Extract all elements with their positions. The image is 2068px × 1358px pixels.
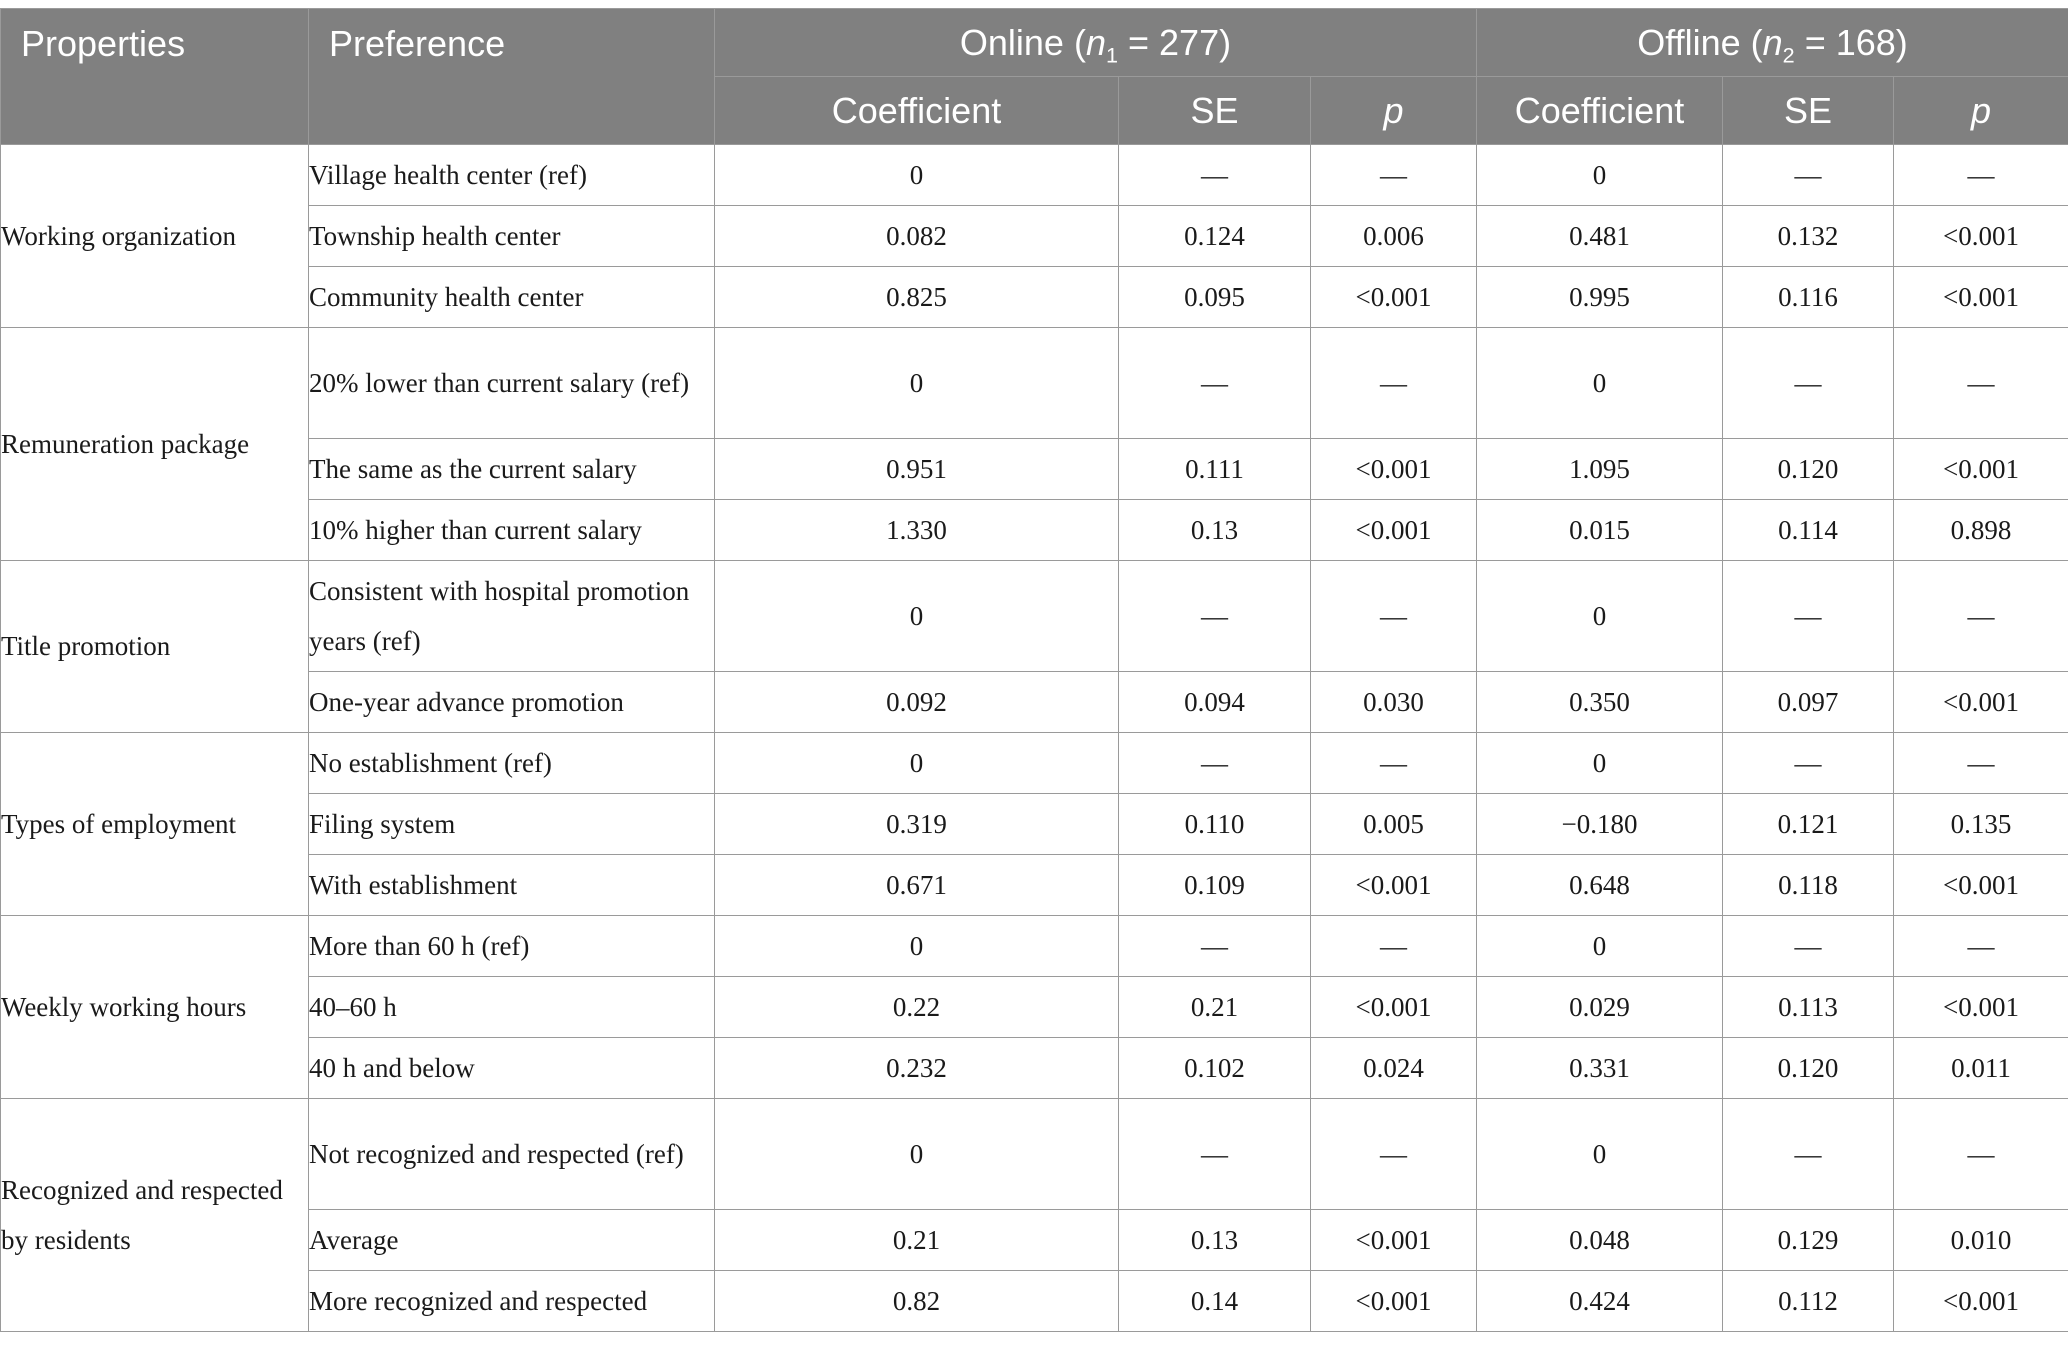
online-se-cell: 0.102 [1119, 1038, 1311, 1099]
header-online-n: n [1085, 21, 1106, 63]
header-offline-coefficient: Coefficient [1477, 77, 1723, 145]
online-coefficient-cell: 1.330 [715, 500, 1119, 561]
preference-cell: Average [309, 1210, 715, 1271]
online-se-cell: — [1119, 1099, 1311, 1210]
offline-p-cell: 0.010 [1894, 1210, 2068, 1271]
online-se-cell: — [1119, 916, 1311, 977]
online-se-cell: — [1119, 328, 1311, 439]
online-se-cell: 0.111 [1119, 439, 1311, 500]
header-properties: Properties [1, 9, 309, 145]
preference-cell: Township health center [309, 206, 715, 267]
online-se-cell: 0.110 [1119, 794, 1311, 855]
table-row [1, 328, 2068, 439]
online-se-cell: 0.14 [1119, 1271, 1311, 1332]
table-row [1, 916, 2068, 977]
offline-coefficient-cell: 0.995 [1477, 267, 1723, 328]
online-se-cell: 0.109 [1119, 855, 1311, 916]
online-se-cell: 0.13 [1119, 500, 1311, 561]
online-coefficient-cell: 0.232 [715, 1038, 1119, 1099]
offline-p-cell: 0.898 [1894, 500, 2068, 561]
property-cell: Types of employment [1, 733, 309, 916]
header-online-p [1311, 77, 1477, 145]
online-coefficient-cell: 0 [715, 145, 1119, 206]
offline-p-cell: <0.001 [1894, 855, 2068, 916]
offline-coefficient-cell: 0.015 [1477, 500, 1723, 561]
header-preference: Preference [309, 9, 715, 145]
offline-coefficient-cell: 0 [1477, 328, 1723, 439]
online-se-cell: 0.095 [1119, 267, 1311, 328]
preference-cell: More than 60 h (ref) [309, 916, 715, 977]
online-coefficient-cell: 0.082 [715, 206, 1119, 267]
offline-p-cell: 0.011 [1894, 1038, 2068, 1099]
preference-cell: Filing system [309, 794, 715, 855]
table-row [1, 672, 2068, 733]
offline-p-cell: <0.001 [1894, 1271, 2068, 1332]
offline-coefficient-cell: 0.048 [1477, 1210, 1723, 1271]
offline-se-cell: 0.132 [1723, 206, 1894, 267]
offline-p-cell: — [1894, 1099, 2068, 1210]
table-row [1, 794, 2068, 855]
online-coefficient-cell: 0 [715, 733, 1119, 794]
online-p-cell: — [1311, 1099, 1477, 1210]
offline-se-cell: — [1723, 561, 1894, 672]
header-online [715, 9, 1477, 77]
header-offline [1477, 9, 2068, 77]
offline-coefficient-cell: 0 [1477, 733, 1723, 794]
table-header [1, 9, 2068, 145]
online-coefficient-cell: 0.825 [715, 267, 1119, 328]
online-p-cell: <0.001 [1311, 977, 1477, 1038]
preference-cell: Not recognized and respected (ref) [309, 1099, 715, 1210]
table-row [1, 145, 2068, 206]
offline-coefficient-cell: 0 [1477, 916, 1723, 977]
offline-se-cell: 0.120 [1723, 1038, 1894, 1099]
header-offline-p [1894, 77, 2068, 145]
online-p-cell: 0.006 [1311, 206, 1477, 267]
offline-se-cell: 0.121 [1723, 794, 1894, 855]
table-row [1, 1038, 2068, 1099]
online-se-cell: 0.124 [1119, 206, 1311, 267]
offline-se-cell: — [1723, 916, 1894, 977]
header-offline-prefix: Offline ( [1637, 21, 1763, 63]
offline-coefficient-cell: 0.029 [1477, 977, 1723, 1038]
preference-cell: No establishment (ref) [309, 733, 715, 794]
online-p-cell: <0.001 [1311, 855, 1477, 916]
offline-p-cell: — [1894, 561, 2068, 672]
offline-se-cell: 0.113 [1723, 977, 1894, 1038]
online-se-cell: 0.21 [1119, 977, 1311, 1038]
online-se-cell: — [1119, 733, 1311, 794]
online-coefficient-cell: 0.82 [715, 1271, 1119, 1332]
preference-cell: One-year advance promotion [309, 672, 715, 733]
online-p-cell: — [1311, 145, 1477, 206]
preference-cell: With establishment [309, 855, 715, 916]
online-p-cell: — [1311, 916, 1477, 977]
preference-cell: 20% lower than current salary (ref) [309, 328, 715, 439]
online-coefficient-cell: 0.092 [715, 672, 1119, 733]
header-offline-se: SE [1723, 77, 1894, 145]
offline-se-cell: — [1723, 145, 1894, 206]
preference-cell: Community health center [309, 267, 715, 328]
offline-p-cell: <0.001 [1894, 977, 2068, 1038]
header-online-coefficient: Coefficient [715, 77, 1119, 145]
property-cell: Weekly working hours [1, 916, 309, 1099]
table-row [1, 1271, 2068, 1332]
offline-coefficient-cell: 0 [1477, 561, 1723, 672]
results-table [0, 8, 2068, 1332]
offline-p-cell: — [1894, 328, 2068, 439]
table-row [1, 439, 2068, 500]
offline-se-cell: — [1723, 328, 1894, 439]
table-row [1, 267, 2068, 328]
offline-coefficient-cell: 1.095 [1477, 439, 1723, 500]
online-p-cell: — [1311, 733, 1477, 794]
online-p-cell: <0.001 [1311, 439, 1477, 500]
online-coefficient-cell: 0.22 [715, 977, 1119, 1038]
online-p-cell: 0.030 [1311, 672, 1477, 733]
online-coefficient-cell: 0.319 [715, 794, 1119, 855]
offline-coefficient-cell: 0.481 [1477, 206, 1723, 267]
header-offline-suffix: = 168) [1794, 21, 1908, 63]
table-row [1, 500, 2068, 561]
online-se-cell: — [1119, 561, 1311, 672]
offline-se-cell: 0.112 [1723, 1271, 1894, 1332]
online-coefficient-cell: 0 [715, 916, 1119, 977]
online-se-cell: 0.13 [1119, 1210, 1311, 1271]
table-row [1, 855, 2068, 916]
offline-p-cell: <0.001 [1894, 206, 2068, 267]
offline-coefficient-cell: 0.424 [1477, 1271, 1723, 1332]
preference-cell: Village health center (ref) [309, 145, 715, 206]
online-se-cell: 0.094 [1119, 672, 1311, 733]
preference-cell: 40 h and below [309, 1038, 715, 1099]
offline-coefficient-cell: 0 [1477, 145, 1723, 206]
header-online-prefix: Online ( [959, 21, 1086, 63]
online-p-cell: — [1311, 561, 1477, 672]
offline-se-cell: — [1723, 733, 1894, 794]
online-p-cell: <0.001 [1311, 500, 1477, 561]
header-online-suffix: = 277) [1118, 21, 1232, 63]
table-row [1, 977, 2068, 1038]
offline-coefficient-cell: 0 [1477, 1099, 1723, 1210]
offline-se-cell: 0.116 [1723, 267, 1894, 328]
online-p-cell: 0.024 [1311, 1038, 1477, 1099]
online-p-cell: <0.001 [1311, 267, 1477, 328]
online-coefficient-cell: 0.951 [715, 439, 1119, 500]
header-online-sub: 1 [1105, 42, 1118, 68]
offline-p-cell: <0.001 [1894, 672, 2068, 733]
online-coefficient-cell: 0.671 [715, 855, 1119, 916]
online-se-cell: — [1119, 145, 1311, 206]
offline-se-cell: 0.120 [1723, 439, 1894, 500]
table-body [1, 145, 2068, 1332]
header-offline-n: n [1762, 21, 1783, 63]
preference-cell: More recognized and respected [309, 1271, 715, 1332]
offline-p-cell: — [1894, 733, 2068, 794]
table-row [1, 1210, 2068, 1271]
offline-coefficient-cell: 0.331 [1477, 1038, 1723, 1099]
offline-se-cell: 0.118 [1723, 855, 1894, 916]
property-cell: Title promotion [1, 561, 309, 733]
header-offline-sub: 2 [1782, 42, 1795, 68]
offline-se-cell: 0.129 [1723, 1210, 1894, 1271]
preference-cell: 40–60 h [309, 977, 715, 1038]
online-coefficient-cell: 0 [715, 561, 1119, 672]
property-cell: Remuneration package [1, 328, 309, 561]
property-cell: Recognized and respected by residents [1, 1099, 309, 1332]
online-p-cell: <0.001 [1311, 1271, 1477, 1332]
offline-coefficient-cell: 0.648 [1477, 855, 1723, 916]
online-p-cell: — [1311, 328, 1477, 439]
offline-p-cell: <0.001 [1894, 267, 2068, 328]
offline-p-cell: 0.135 [1894, 794, 2068, 855]
online-coefficient-cell: 0.21 [715, 1210, 1119, 1271]
preference-cell: 10% higher than current salary [309, 500, 715, 561]
offline-se-cell: 0.097 [1723, 672, 1894, 733]
table-row [1, 1099, 2068, 1210]
offline-coefficient-cell: 0.350 [1477, 672, 1723, 733]
header-offline-p-label: p [1971, 89, 1992, 131]
preference-cell: Consistent with hospital promotion years (ref) [309, 561, 715, 672]
header-online-p-label: p [1383, 89, 1404, 131]
offline-coefficient-cell: −0.180 [1477, 794, 1723, 855]
table-row [1, 206, 2068, 267]
offline-p-cell: <0.001 [1894, 439, 2068, 500]
online-coefficient-cell: 0 [715, 328, 1119, 439]
table-row [1, 561, 2068, 672]
online-p-cell: 0.005 [1311, 794, 1477, 855]
offline-se-cell: — [1723, 1099, 1894, 1210]
online-coefficient-cell: 0 [715, 1099, 1119, 1210]
property-cell: Working organization [1, 145, 309, 328]
header-online-se: SE [1119, 77, 1311, 145]
offline-p-cell: — [1894, 145, 2068, 206]
offline-p-cell: — [1894, 916, 2068, 977]
online-p-cell: <0.001 [1311, 1210, 1477, 1271]
offline-se-cell: 0.114 [1723, 500, 1894, 561]
preference-cell: The same as the current salary [309, 439, 715, 500]
table-row [1, 733, 2068, 794]
